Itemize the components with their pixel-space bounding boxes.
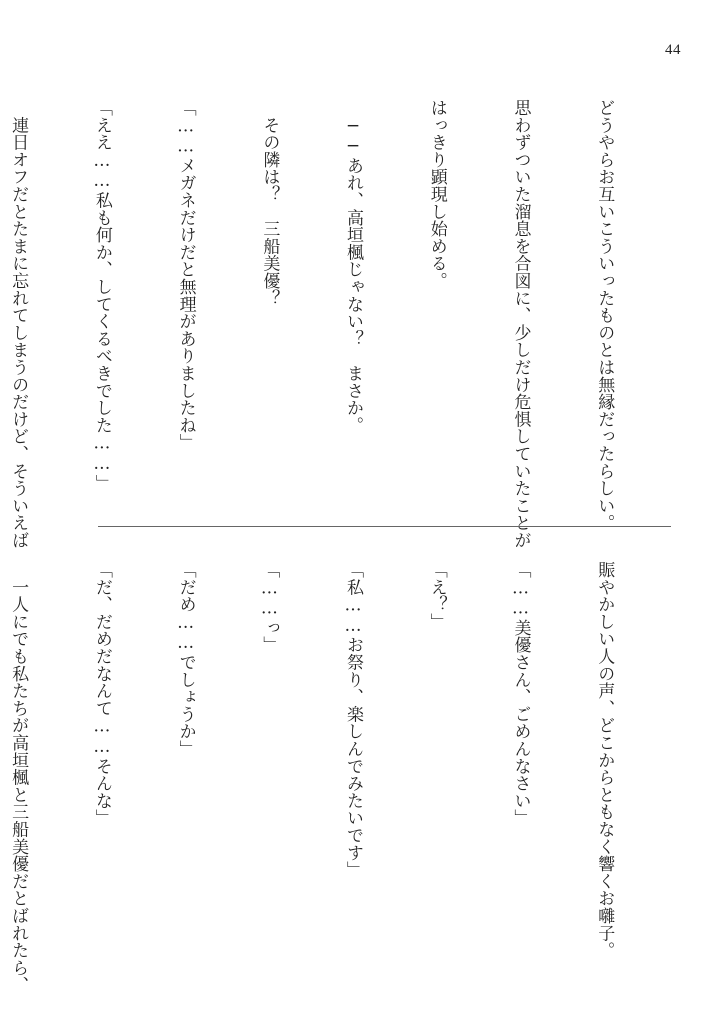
- text-line: 連日オフだとたまに忘れてしまうのだけど、そういえば: [8, 99, 29, 549]
- text-line: その隣は？ 三船美優？: [259, 99, 280, 307]
- text-line: 「……美優さん、ごめんなさい」: [510, 561, 531, 827]
- page-number: 44: [665, 42, 681, 58]
- text-line: 一人にでも私たちが高垣楓と三船美優だとばれたら、: [8, 561, 29, 994]
- text-block-top: [0, 99, 673, 549]
- text-line: 「……っ」: [259, 561, 280, 654]
- text-line: 「私……お祭り、楽しんでみたいです」: [343, 561, 364, 879]
- text-line: どうやらお互いこういったものとは無縁だったらしい。: [594, 99, 615, 532]
- text-block-bottom: [0, 561, 673, 994]
- text-line: 「ええ……私も何か、してくるべきでした……」: [91, 99, 112, 492]
- text-line: 思わずついた溜息を合図に、少しだけ危惧していたことが: [510, 99, 531, 549]
- text-line: 賑やかしい人の声、どこからともなく響くお囃子。: [594, 561, 615, 959]
- text-line: 「え？」: [426, 561, 447, 631]
- text-line: 「……メガネだけだと無理がありましたね」: [175, 99, 196, 451]
- section-divider: [98, 526, 671, 527]
- text-line: 「だ、だめだなんて……そんな」: [91, 561, 112, 827]
- text-line: はっきり顕現し始める。: [426, 99, 447, 290]
- text-line: 「だめ……でしょうか」: [175, 561, 196, 758]
- text-line: ──あれ、高垣楓じゃない？ まさか。: [343, 99, 364, 434]
